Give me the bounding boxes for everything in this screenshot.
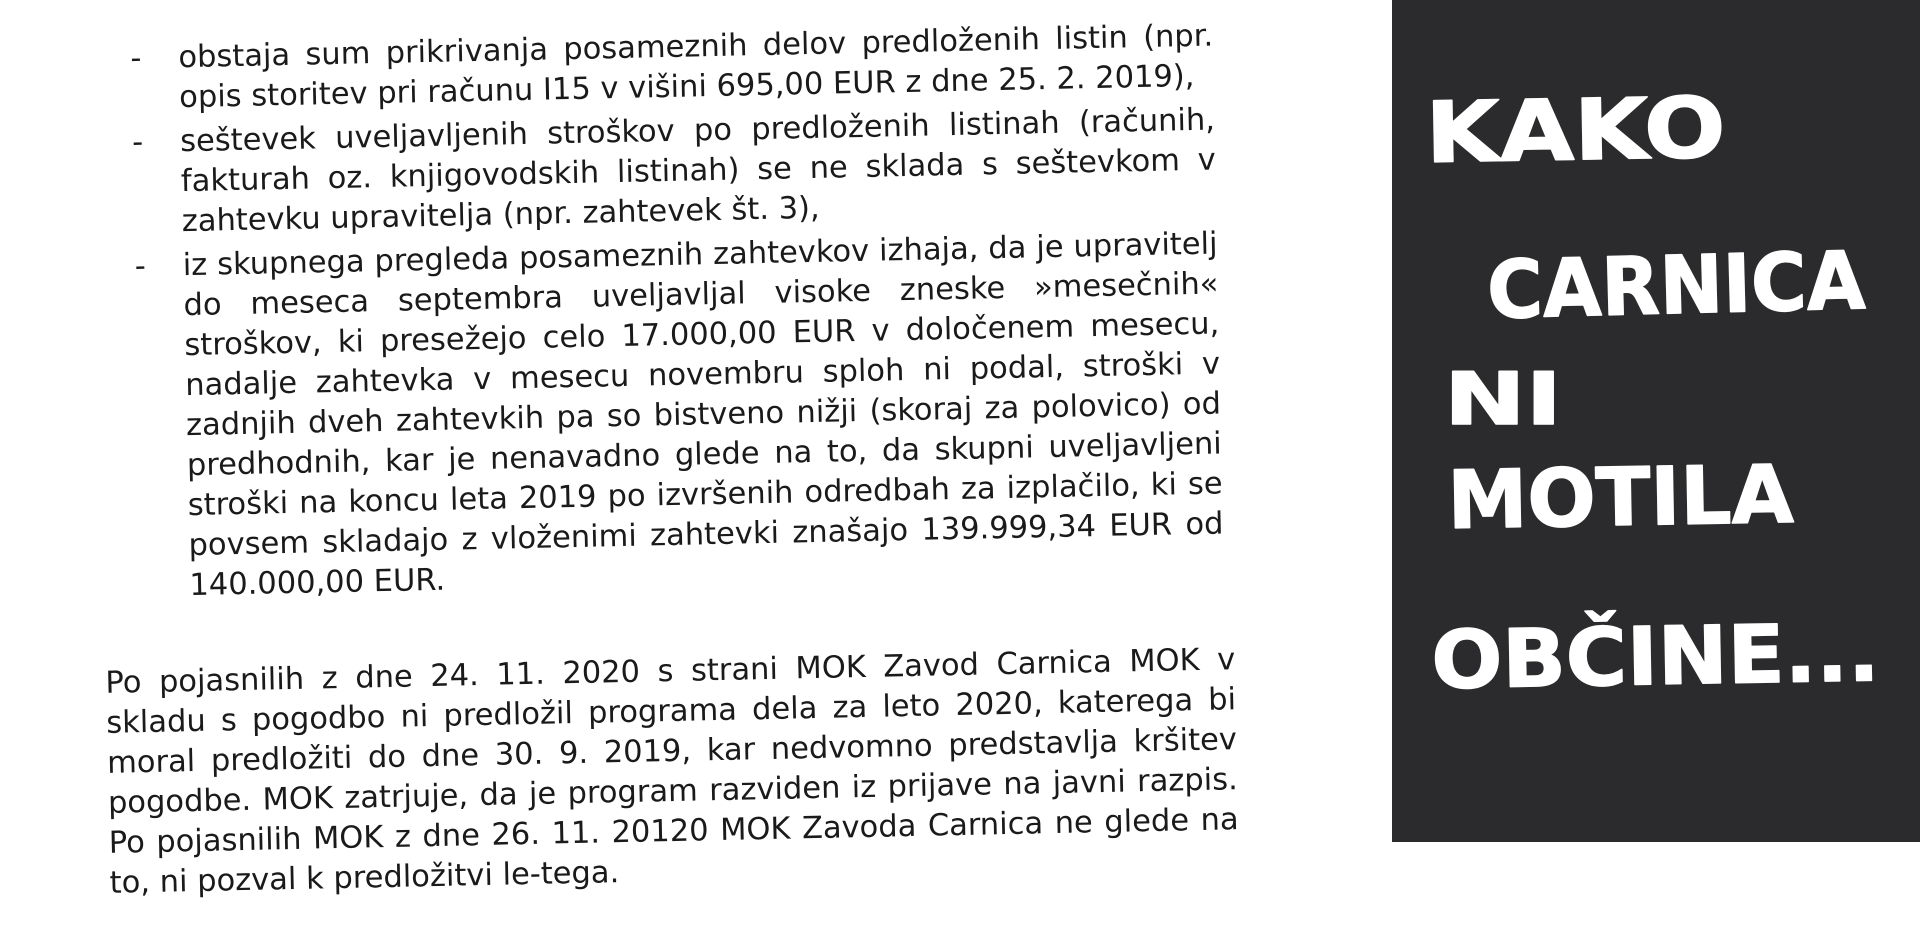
bullet-dash: - — [131, 124, 144, 161]
bullet-list — [130, 16, 1244, 607]
closing-paragraph: Po pojasnilih z dne 24. 11. 2020 s strani MOK Zavod Carnica MOK v skladu s pogodbo ni predložil programa dela za leto 2020, katerega bi moral predložiti do dne 30. 9. 2019, kar nedvomno predstavlja kršitev pogodbe. MOK zatrjuje, da je program razviden iz prijave na javni razpis. Po pojasnilih MOK z dne 26. 11. 20120 MOK Zavoda Carnica ne glede na to, ni pozval k predložitvi le-tega. — [105, 642, 1239, 901]
annotation-line-1: KAKO — [1424, 79, 1690, 182]
handwritten-annotation-panel — [1392, 0, 1920, 842]
handwritten-annotation — [1392, 0, 1920, 842]
bullet-item — [132, 101, 1217, 244]
bullet-dash: - — [130, 40, 142, 77]
annotation-line-4: MOTILA — [1446, 447, 1794, 547]
annotation-line-3: NI — [1444, 357, 1562, 441]
annotation-line-5: OBČINE... — [1430, 606, 1863, 707]
bullet-text: iz skupnega pregleda posameznih zahtevkov izhaja, da je upravitelj do meseca septembra uveljavljal visoke zneske »mesečnih« stroškov, ki presežejo celo 17.000,00 EUR v določenem mesecu, nadalje zahtevka v mesecu novembru sploh ni podal, stroški v zadnjih dveh zahtevkih pa so bistveno nižji (skoraj za polovico) od predhodnih, kar je nenavadno glede na to, da skupni uveljavljeni stroški na koncu leta 2019 po izvršenih odredbah za izplačilo, ki se povsem skladajo z vloženimi zahtevki znašajo 139.999,34 EUR od 140.000,00 EUR. — [182, 226, 1224, 604]
bullet-text: seštevek uveljavljenih stroškov po predloženih listinah (računih, fakturah oz. knjigovodskih listinah) se ne sklada s seštevkom v zahtevku upravitelja (npr. zahtevek št. 3), — [179, 102, 1217, 240]
document-body — [92, 16, 1250, 934]
bullet-text: obstaja sum prikrivanja posameznih delov predloženih listin (npr. opis storitev pri računu I15 v višini 695,00 EUR z dne 25. 2. 2019), — [178, 18, 1214, 116]
annotation-line-2: CARNICA — [1486, 233, 1888, 337]
bullet-dash: - — [134, 248, 147, 285]
bullet-item — [134, 224, 1224, 607]
